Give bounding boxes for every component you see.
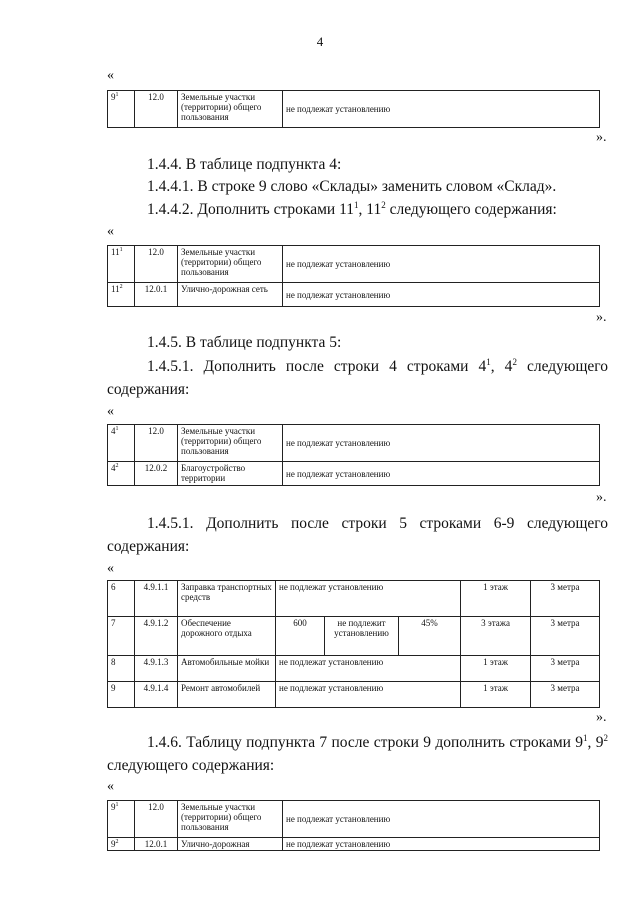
- value-cell: не подлежат установлению: [283, 283, 600, 307]
- height-cell: 3 метра: [531, 656, 600, 682]
- paragraph-1-4-5-1-second-continuation: содержания:: [107, 538, 190, 555]
- code-cell: 12.0.1: [135, 283, 178, 307]
- floors-cell: 1 этаж: [461, 656, 531, 682]
- table-2: [107, 245, 600, 307]
- value-cell: не подлежат установлению: [283, 246, 600, 283]
- paragraph-1-4-6-continuation: следующего содержания:: [107, 757, 275, 774]
- code-cell: 12.0: [135, 801, 178, 838]
- value-cell: не подлежат установлению: [276, 581, 461, 617]
- table-row: [108, 283, 600, 307]
- value-cell: не подлежат установлению: [283, 91, 600, 128]
- name-cell: Земельные участки (территории) общего пользования: [178, 246, 283, 283]
- code-cell: 12.0: [135, 91, 178, 128]
- row-number-cell: 6: [108, 581, 135, 617]
- row-number-cell: $9^1$: [108, 91, 135, 128]
- table-row: [108, 682, 600, 708]
- table-4: [107, 580, 600, 708]
- code-cell: 4.9.1.3: [135, 656, 178, 682]
- coverage-cell: 45%: [399, 617, 461, 656]
- table-1: [107, 90, 600, 128]
- row-number-cell: $11^1$: [108, 246, 135, 283]
- name-cell: Улично-дорожная: [178, 838, 283, 851]
- row-number-cell: $4^1$: [108, 425, 135, 462]
- paragraph-1-4-5-1-second-first-line: 1.4.5.1. Дополнить после строки 5 строками 6-9 следующего: [147, 515, 608, 532]
- table-row: [108, 246, 600, 283]
- table-row: [108, 425, 600, 462]
- paragraph-1-4-6-first-line: 1.4.6. Таблицу подпункта 7 после строки 9 дополнить строками $9^1$, $9^2$: [147, 733, 609, 751]
- value-cell: не подлежат установлению: [283, 838, 600, 851]
- height-cell: 3 метра: [531, 617, 600, 656]
- floors-cell: 3 этажа: [461, 617, 531, 656]
- code-cell: 12.0.2: [135, 462, 178, 486]
- close-quote: ».: [596, 310, 607, 325]
- row-number-cell: 7: [108, 617, 135, 656]
- name-cell: Обеспечение дорожного отдыха: [178, 617, 276, 656]
- code-cell: 12.0: [135, 246, 178, 283]
- table-row: [108, 462, 600, 486]
- value-cell: не подлежат установлению: [276, 682, 461, 708]
- row-number-cell: 8: [108, 656, 135, 682]
- name-cell: Ремонт автомобилей: [178, 682, 276, 708]
- close-quote: ».: [596, 130, 607, 145]
- open-quote: «: [107, 224, 114, 239]
- value-cell: не подлежат установлению: [283, 425, 600, 462]
- close-quote: ».: [596, 490, 607, 505]
- table-row: [108, 617, 600, 656]
- table-row: [108, 581, 600, 617]
- code-cell: 4.9.1.4: [135, 682, 178, 708]
- value-cell: не подлежат установлению: [283, 462, 600, 486]
- table-row: [108, 801, 600, 838]
- table-5: [107, 800, 600, 851]
- name-cell: Автомобильные мойки: [178, 656, 276, 682]
- table-row: [108, 838, 600, 851]
- table-3: [107, 424, 600, 486]
- row-number-cell: 9: [108, 682, 135, 708]
- name-cell: Благоустройство территории: [178, 462, 283, 486]
- code-cell: 4.9.1.2: [135, 617, 178, 656]
- value-cell: не подлежат установлению: [283, 801, 600, 838]
- height-cell: 3 метра: [531, 581, 600, 617]
- table-row: [108, 656, 600, 682]
- paragraph-1-4-4-2: 1.4.4.2. Дополнить строками $11^1$, $11^2$ следующего содержания:: [147, 200, 557, 218]
- floors-cell: 1 этаж: [461, 682, 531, 708]
- row-number-cell: $9^1$: [108, 801, 135, 838]
- max-area-cell: не подлежит установлению: [325, 617, 399, 656]
- table-row: [108, 91, 600, 128]
- name-cell: Земельные участки (территории) общего пользования: [178, 91, 283, 128]
- open-quote: «: [107, 561, 114, 576]
- paragraph-1-4-4-1: 1.4.4.1. В строке 9 слово «Склады» заменить словом «Склад».: [147, 178, 557, 195]
- row-number-cell: $9^2$: [108, 838, 135, 851]
- row-number-cell: $11^2$: [108, 283, 135, 307]
- paragraph-1-4-5-1-first-line: 1.4.5.1. Дополнить после строки 4 строками $4^1$, $4^2$ следующего: [147, 357, 609, 375]
- code-cell: 4.9.1.1: [135, 581, 178, 617]
- page-number: 4: [316, 34, 324, 49]
- paragraph-1-4-5-1-continuation: содержания:: [107, 381, 190, 398]
- height-cell: 3 метра: [531, 682, 600, 708]
- min-area-cell: 600: [276, 617, 325, 656]
- row-number-cell: $4^2$: [108, 462, 135, 486]
- open-quote: «: [107, 779, 114, 794]
- paragraph-1-4-5: 1.4.5. В таблице подпункта 5:: [147, 334, 342, 351]
- name-cell: Заправка транспортных средств: [178, 581, 276, 617]
- open-quote: «: [107, 404, 114, 419]
- open-quote: «: [107, 68, 114, 83]
- code-cell: 12.0.1: [135, 838, 178, 851]
- code-cell: 12.0: [135, 425, 178, 462]
- close-quote: ».: [596, 710, 607, 725]
- value-cell: не подлежат установлению: [276, 656, 461, 682]
- name-cell: Улично-дорожная сеть: [178, 283, 283, 307]
- paragraph-1-4-4: 1.4.4. В таблице подпункта 4:: [147, 156, 342, 173]
- floors-cell: 1 этаж: [461, 581, 531, 617]
- name-cell: Земельные участки (территории) общего пользования: [178, 425, 283, 462]
- name-cell: Земельные участки (территории) общего пользования: [178, 801, 283, 838]
